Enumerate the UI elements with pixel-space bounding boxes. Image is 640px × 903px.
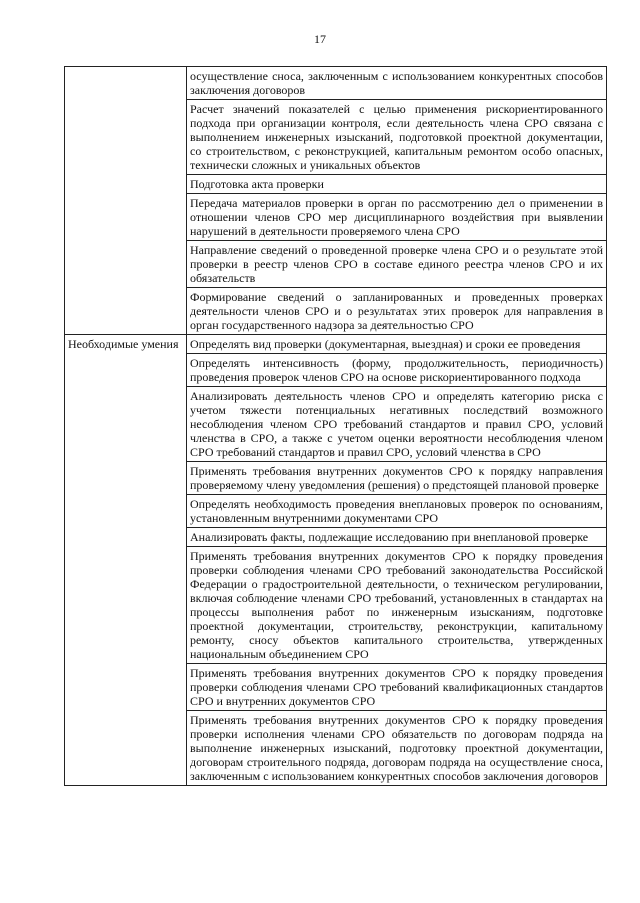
skill-item: Применять требования внутренних документов СРО к порядку проведения проверки исполнения членами СРО обязательств по договорам подряда на выполнение инженерных изысканий, подготовку проектной документации, договорам строительного подряда, договорам подряда на осуществление сноса, заключенным с использованием конкурентных способов заключения договоров [187, 711, 607, 786]
skill-item: Применять требования внутренних документов СРО к порядку проведения проверки соблюдения членами СРО требований законодательства Российской Федерации о градостроительной деятельности, о техническом регулировании, включая соблюдение членами СРО требований, установленных в стандартах на процессы выполнения работ по инженерным изысканиям, подготовке проектной документации, строительству, реконструкции, капитальному ремонту, сносу объектов капитального строительства, утвержденных национальным объединением СРО [187, 547, 607, 664]
action-item: Расчет значений показателей с целью применения рискориентированного подхода при организации контроля, если деятельность члена СРО связана с выполнением инженерных изысканий, подготовкой проектной документации, со строительством, с реконструкцией, капитальным ремонтом особо опасных, технически сложных и уникальных объектов [187, 100, 607, 175]
requirements-table [64, 66, 607, 786]
skill-item: Определять вид проверки (документарная, выездная) и сроки ее проведения [187, 335, 607, 354]
skill-item: Применять требования внутренних документов СРО к порядку проведения проверки соблюдения членами СРО требований квалификационных стандартов СРО и внутренних документов СРО [187, 664, 607, 711]
action-item: Подготовка акта проверки [187, 175, 607, 194]
continued-label-cell [65, 67, 187, 335]
action-item: осуществление сноса, заключенным с использованием конкурентных способов заключения договоров [187, 67, 607, 100]
skill-item: Применять требования внутренних документов СРО к порядку направления проверяемому члену уведомления (решения) о предстоящей плановой проверке [187, 462, 607, 495]
skill-item: Анализировать деятельность членов СРО и определять категорию риска с учетом тяжести потенциальных негативных последствий возможного несоблюдения членом СРО требований стандартов и правил СРО, условий членства в СРО, а также с учетом оценки вероятности несоблюдения членом СРО требований стандартов и правил СРО, условий членства в СРО [187, 387, 607, 462]
action-item: Передача материалов проверки в орган по рассмотрению дел о применении в отношении членов СРО мер дисциплинарного воздействия при выявлении нарушений в деятельности проверяемого члена СРО [187, 194, 607, 241]
skill-item: Определять интенсивность (форму, продолжительность, периодичность) проведения проверок членов СРО на основе рискориентированного подхода [187, 354, 607, 387]
skill-item: Анализировать факты, подлежащие исследованию при внеплановой проверке [187, 528, 607, 547]
skills-label: Необходимые умения [65, 335, 187, 786]
skill-item: Определять необходимость проведения внеплановых проверок по основаниям, установленным внутренними документами СРО [187, 495, 607, 528]
table-row [65, 67, 607, 100]
page-number: 17 [314, 32, 326, 46]
table-row [65, 335, 607, 354]
action-item: Формирование сведений о запланированных и проведенных проверках деятельности членов СРО и о результатах этих проверок для направления в орган государственного надзора за деятельностью СРО [187, 288, 607, 335]
action-item: Направление сведений о проведенной проверке члена СРО и о результате этой проверки в реестр членов СРО в составе единого реестра членов СРО и их обязательств [187, 241, 607, 288]
